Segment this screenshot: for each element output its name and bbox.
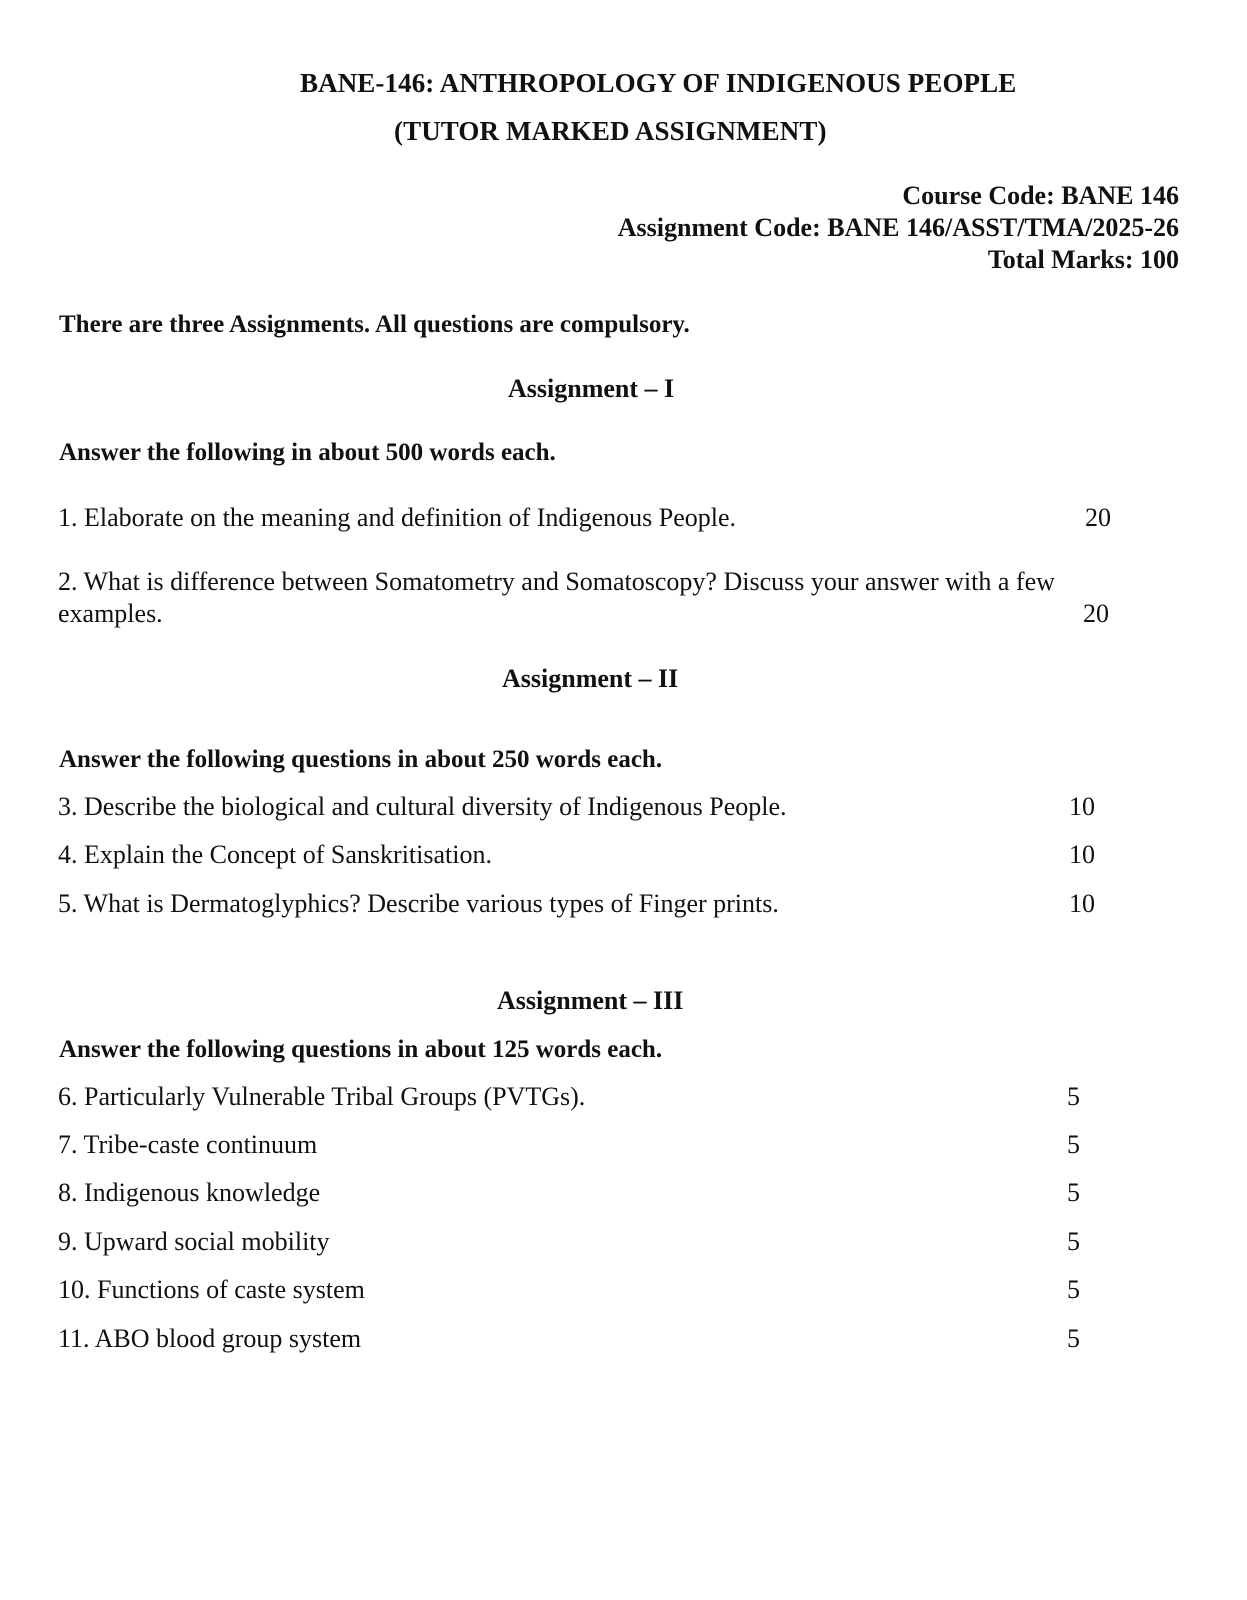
document-title: BANE-146: ANTHROPOLOGY OF INDIGENOUS PEOPLE <box>300 68 1017 98</box>
question-10: 10. Functions of caste system <box>58 1275 365 1304</box>
question-10-marks: 5 <box>1067 1275 1080 1304</box>
question-5: 5. What is Dermatoglyphics? Describe various types of Finger prints. <box>58 889 779 918</box>
question-4: 4. Explain the Concept of Sanskritisation. <box>58 840 492 869</box>
assignment-3-heading: Assignment – III <box>497 986 684 1015</box>
assignment-2-heading: Assignment – II <box>502 664 679 693</box>
assignment-1-instruction: Answer the following in about 500 words each. <box>59 439 556 466</box>
question-7-marks: 5 <box>1067 1130 1080 1159</box>
question-2-marks: 20 <box>1083 599 1109 628</box>
question-6: 6. Particularly Vulnerable Tribal Groups (PVTGs). <box>58 1082 586 1111</box>
question-2-continuation: examples. <box>58 599 163 628</box>
question-8: 8. Indigenous knowledge <box>58 1178 321 1207</box>
question-6-marks: 5 <box>1067 1082 1080 1111</box>
question-3-marks: 10 <box>1069 792 1095 821</box>
assignment-1-heading: Assignment – I <box>508 374 675 403</box>
question-9-marks: 5 <box>1067 1227 1080 1256</box>
question-2: 2. What is difference between Somatometry and Somatoscopy? Discuss your answer with a few <box>58 567 1055 596</box>
general-instruction: There are three Assignments. All questions are compulsory. <box>59 311 690 338</box>
assignment-code: Assignment Code: BANE 146/ASST/TMA/2025-26 <box>617 213 1179 242</box>
question-7: 7. Tribe-caste continuum <box>58 1130 318 1159</box>
question-1: 1. Elaborate on the meaning and definition of Indigenous People. <box>58 503 736 532</box>
question-8-marks: 5 <box>1067 1178 1080 1207</box>
question-9: 9. Upward social mobility <box>58 1227 330 1256</box>
assignment-2-instruction: Answer the following questions in about 250 words each. <box>59 746 663 773</box>
question-1-marks: 20 <box>1085 503 1111 532</box>
course-code: Course Code: BANE 146 <box>902 181 1179 210</box>
assignment-3-instruction: Answer the following questions in about 125 words each. <box>59 1036 663 1063</box>
document-subtitle: (TUTOR MARKED ASSIGNMENT) <box>394 116 827 146</box>
question-11: 11. ABO blood group system <box>58 1324 362 1353</box>
question-4-marks: 10 <box>1069 840 1095 869</box>
question-11-marks: 5 <box>1067 1324 1080 1353</box>
question-3: 3. Describe the biological and cultural diversity of Indigenous People. <box>58 792 787 821</box>
question-5-marks: 10 <box>1069 889 1095 918</box>
total-marks: Total Marks: 100 <box>987 245 1179 274</box>
